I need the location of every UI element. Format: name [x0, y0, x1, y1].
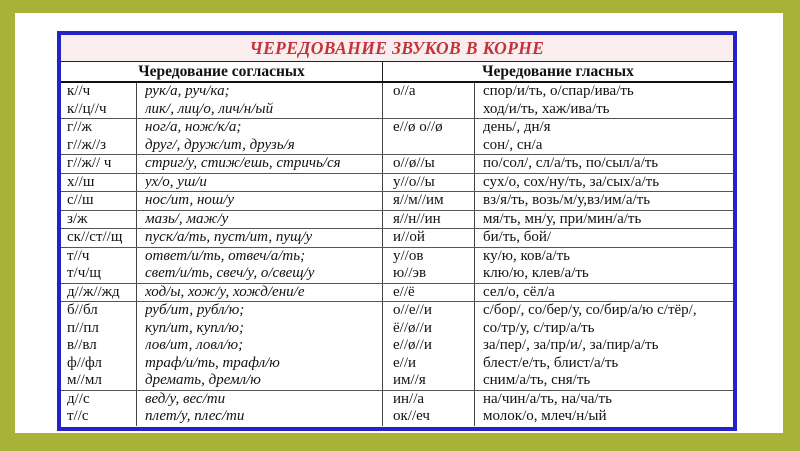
vowel-pattern-cell	[383, 284, 475, 302]
vowel-examples-cell	[475, 391, 733, 426]
vowel-pattern-cell	[383, 302, 475, 390]
table-body	[61, 83, 733, 426]
consonant-pattern-cell	[61, 391, 137, 426]
cell-line: нос/ит, нош/у	[145, 192, 235, 208]
cell-line: д//ж//жд	[67, 283, 120, 300]
cell-line: о//ø//ы	[393, 155, 435, 171]
cell-line: мя/ть, мн/у, при/мин/а/ть	[483, 210, 642, 227]
cell-line: е//и	[393, 354, 417, 371]
cell-line: би/ть, бой/	[483, 229, 552, 245]
cell-line: ин//а	[393, 390, 425, 407]
cell-line: д//с	[67, 390, 90, 407]
table-row-group	[61, 248, 733, 284]
cell-line: ответ/и/ть, отвеч/а/ть;	[145, 247, 306, 264]
vowel-pattern-cell	[383, 174, 475, 192]
cell-line: ф//фл	[67, 354, 102, 371]
consonant-pattern-cell	[61, 284, 137, 302]
consonant-examples-cell	[137, 211, 383, 229]
consonant-examples-cell	[137, 155, 383, 173]
vowel-pattern-cell	[383, 83, 475, 118]
cell-line: е//ø//и	[393, 337, 432, 353]
cell-line: блест/е/ть, блист/а/ть	[483, 354, 619, 371]
table-row-group	[61, 119, 733, 155]
consonant-pattern-cell	[61, 211, 137, 229]
cell-line: я//м//им	[393, 192, 444, 208]
cell-line: и//ой	[393, 229, 425, 245]
cell-line: траф/и/ть, трафл/ю	[145, 354, 280, 371]
consonant-pattern-cell	[61, 248, 137, 283]
vowel-examples-cell	[475, 155, 733, 173]
cell-line: вз/я/ть, возь/м/у,вз/им/а/ть	[483, 192, 651, 208]
cell-line: вед/у, вес/ти	[145, 390, 226, 407]
cell-line: т//ч	[67, 247, 90, 264]
cell-line: руб/ит, рубл/ю;	[145, 302, 245, 318]
cell-line: сел/о, сёл/а	[483, 283, 555, 300]
consonants-column-header: Чередование согласных	[61, 62, 383, 81]
vowel-pattern-cell	[383, 119, 475, 154]
cell-line: друг/, друж/ит, друзь/я	[145, 136, 295, 153]
cell-line: ю//эв	[393, 265, 427, 281]
cell-line: у//о//ы	[393, 173, 435, 190]
table-row-group	[61, 229, 733, 248]
cell-line: к//ц//ч	[67, 100, 107, 117]
vowel-examples-cell	[475, 119, 733, 154]
cell-line: г//ж	[67, 119, 92, 135]
cell-line: о//а	[393, 83, 416, 99]
consonant-pattern-cell	[61, 302, 137, 390]
cell-line: лик/, лиц/о, лич/н/ый	[145, 100, 274, 117]
table-title-banner	[61, 35, 733, 62]
cell-line: ход/и/ть, хаж/ива/ть	[483, 100, 610, 117]
vowel-pattern-cell	[383, 155, 475, 173]
cell-line: сним/а/ть, сня/ть	[483, 372, 591, 388]
slide-background	[15, 13, 783, 433]
vowel-examples-cell	[475, 211, 733, 229]
cell-line: о//е//и	[393, 302, 432, 318]
vowel-examples-cell	[475, 174, 733, 192]
vowel-examples-cell	[475, 192, 733, 210]
cell-line: х//ш	[67, 173, 95, 190]
consonant-examples-cell	[137, 284, 383, 302]
vowel-examples-cell	[475, 284, 733, 302]
cell-line: в//вл	[67, 337, 97, 353]
cell-line: стриг/у, стиж/ешь, стричь/ся	[145, 155, 341, 171]
cell-line: рук/а, руч/ка;	[145, 83, 230, 99]
table-row-group	[61, 174, 733, 193]
vowel-pattern-cell	[383, 211, 475, 229]
cell-line: у//ов	[393, 247, 424, 264]
cell-line: пуск/а/ть, пуст/ит, пущ/у	[145, 229, 313, 245]
consonant-examples-cell	[137, 391, 383, 426]
vowels-column-header: Чередование гласных	[482, 62, 634, 80]
cell-line: т//с	[67, 408, 89, 424]
table-row-group	[61, 192, 733, 211]
cell-line: дремать, дремл/ю	[145, 372, 261, 388]
cell-line: по/сол/, сл/а/ть, по/сыл/а/ть	[483, 155, 659, 171]
consonant-examples-cell	[137, 119, 383, 154]
cell-line: я//н//ин	[393, 210, 441, 227]
table-row-group	[61, 83, 733, 119]
cell-line: г//ж// ч	[67, 155, 112, 171]
cell-line: м//мл	[67, 372, 102, 388]
cell-line: ух/о, уш/и	[145, 173, 207, 190]
cell-line: е//ø о//ø	[393, 119, 443, 135]
cell-line: сон/, сн/а	[483, 136, 543, 153]
cell-line: т/ч/щ	[67, 265, 101, 281]
cell-line: лов/ит, ловл/ю;	[145, 337, 244, 353]
cell-line: сух/о, сох/ну/ть, за/сых/а/ть	[483, 173, 660, 190]
cell-line: плет/у, плес/ти	[145, 408, 245, 424]
cell-line: им//я	[393, 372, 426, 388]
cell-line: клю/ю, клев/а/ть	[483, 265, 589, 281]
consonant-pattern-cell	[61, 192, 137, 210]
vowel-pattern-cell	[383, 192, 475, 210]
vowel-examples-cell	[475, 83, 733, 118]
table-row-group	[61, 155, 733, 174]
consonant-examples-cell	[137, 192, 383, 210]
consonant-examples-cell	[137, 83, 383, 118]
cell-line: ск//ст//щ	[67, 229, 123, 245]
cell-line: ход/ы, хож/у, хожд/ени/е	[145, 283, 305, 300]
cell-line: день/, дн/я	[483, 119, 551, 135]
cell-line: ку/ю, ков/а/ть	[483, 247, 570, 264]
vowel-examples-cell	[475, 248, 733, 283]
cell-line: г//ж//з	[67, 136, 107, 153]
cell-line: свет/и/ть, свеч/у, о/свещ/у	[145, 265, 315, 281]
cell-line: мазь/, маж/у	[145, 210, 229, 227]
cell-line: с//ш	[67, 192, 94, 208]
table-row-group	[61, 284, 733, 303]
table-row-group	[61, 211, 733, 230]
consonant-pattern-cell	[61, 174, 137, 192]
cell-line: ног/а, нож/к/а;	[145, 119, 242, 135]
cell-line: с/бор/, со/бер/у, со/бир/а/ю с/тёр/,	[483, 302, 697, 318]
consonant-pattern-cell	[61, 229, 137, 247]
alternation-table	[57, 31, 737, 431]
consonant-examples-cell	[137, 229, 383, 247]
table-row-group	[61, 391, 733, 426]
cell-line: за/пер/, за/пр/и/, за/пир/а/ть	[483, 337, 659, 353]
table-header-row	[61, 62, 733, 83]
consonant-examples-cell	[137, 174, 383, 192]
vowel-examples-cell	[475, 229, 733, 247]
cell-line: на/чин/а/ть, на/ча/ть	[483, 390, 612, 407]
consonant-pattern-cell	[61, 155, 137, 173]
consonant-examples-cell	[137, 302, 383, 390]
cell-line: молок/о, млеч/н/ый	[483, 408, 607, 424]
vowel-pattern-cell	[383, 229, 475, 247]
vowel-pattern-cell	[383, 248, 475, 283]
vowel-pattern-cell	[383, 391, 475, 426]
cell-line: куп/ит, купл/ю;	[145, 319, 245, 336]
consonant-pattern-cell	[61, 83, 137, 118]
table-row-group	[61, 302, 733, 391]
cell-line: е//ё	[393, 283, 415, 300]
cell-line: ок//еч	[393, 408, 430, 424]
cell-line: спор/и/ть, о/спар/ива/ть	[483, 83, 634, 99]
cell-line: п//пл	[67, 319, 99, 336]
consonant-examples-cell	[137, 248, 383, 283]
cell-line: б//бл	[67, 302, 98, 318]
cell-line: ё//ø//и	[393, 319, 432, 336]
cell-line: к//ч	[67, 83, 91, 99]
cell-line: з/ж	[67, 210, 88, 227]
consonant-pattern-cell	[61, 119, 137, 154]
vowel-examples-cell	[475, 302, 733, 390]
cell-line: со/тр/у, с/тир/а/ть	[483, 319, 595, 336]
page-title: ЧЕРЕДОВАНИЕ ЗВУКОВ В КОРНЕ	[249, 37, 545, 58]
